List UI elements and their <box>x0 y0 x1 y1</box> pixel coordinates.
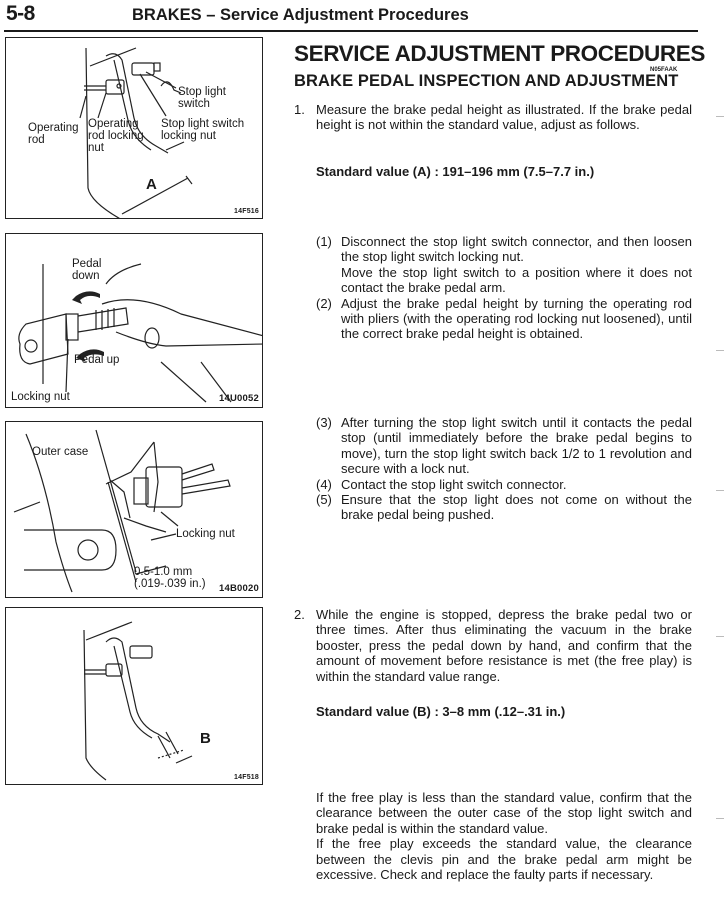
free-play-notes <box>316 790 692 882</box>
label-line: (.019-.039 in.) <box>134 578 206 590</box>
substep-2 <box>316 296 692 342</box>
margin-mark <box>716 636 724 637</box>
substep-text: After turning the stop light switch until it contacts the pedal stop (until immediately before the brake pedal begins to move), turn the stop light switch back 1/2 to 1 revolution and secure with a lock nut. <box>341 415 692 477</box>
note-exceeds-standard: If the free play exceeds the standard value, the clearance between the clevis pin and the brake pedal arm might be excessive. Check and replace the faulty parts if necessary. <box>316 836 692 883</box>
margin-mark <box>716 490 724 491</box>
pliers-illustration <box>6 234 262 407</box>
substep-number: (4) <box>316 476 332 492</box>
substep-number: (2) <box>316 295 332 311</box>
label-line: Stop light switch <box>161 118 245 130</box>
page-header <box>4 2 698 32</box>
subsection-title: BRAKE PEDAL INSPECTION AND ADJUSTMENT <box>294 72 679 90</box>
step-2 <box>294 607 692 684</box>
substeps-group-1 <box>316 234 692 342</box>
substep-4 <box>316 477 692 492</box>
section-code: N05FAAK <box>650 67 678 73</box>
label-clearance <box>134 566 206 590</box>
label-locking-nut: Locking nut <box>176 528 235 540</box>
free-play-illustration <box>6 608 262 784</box>
label-line: Stop light <box>178 86 226 98</box>
figure-id: 14U0052 <box>219 393 259 404</box>
label-line: down <box>72 270 100 282</box>
label-line: rod <box>28 134 45 146</box>
substep-number: (1) <box>316 234 332 249</box>
substep-number: (3) <box>316 415 332 430</box>
step-1 <box>294 102 692 133</box>
substep-5 <box>316 492 692 523</box>
substeps-group-2 <box>316 415 692 523</box>
label-line: Operating <box>28 122 79 134</box>
step-number: 2. <box>294 607 305 622</box>
figure-stop-light-clearance <box>5 421 263 598</box>
label-operating-rod <box>28 122 79 146</box>
standard-value-b: Standard value (B) : 3–8 mm (.12–.31 in.) <box>316 704 566 719</box>
figure-pliers-adjustment <box>5 233 263 408</box>
substep-3 <box>316 415 692 477</box>
substep-1 <box>316 234 692 296</box>
margin-mark <box>716 116 724 117</box>
substep-text: Contact the stop light switch connector. <box>341 476 567 492</box>
label-line: Pedal <box>72 258 102 270</box>
figure-pedal-height <box>5 37 263 219</box>
label-stop-light-switch-locking-nut <box>161 118 244 142</box>
margin-mark <box>716 818 724 819</box>
page-number: 5-8 <box>6 2 35 25</box>
substep-text: Disconnect the stop light switch connector, and then loosen the stop light switch locking nut. <box>341 234 692 265</box>
label-line: rod locking <box>88 130 144 142</box>
label-locking-nut: Locking nut <box>11 391 70 403</box>
margin-mark <box>716 350 724 351</box>
label-line: Operating <box>88 118 139 130</box>
dimension-a-label: A <box>146 176 157 193</box>
standard-value-a: Standard value (A) : 191–196 mm (7.5–7.7 in.) <box>316 164 595 179</box>
dimension-b-label: B <box>200 730 211 747</box>
figure-id: 14F516 <box>234 208 259 215</box>
step-text: While the engine is stopped, depress the brake pedal two or three times. After thus eliminating the vacuum in the brake booster, press the pedal down by hand, and confirm that the amount of movement before resistance is met (the free play) is within the standard value range. <box>316 607 692 684</box>
label-line: 0.5-1.0 mm <box>134 566 193 578</box>
substep-number: (5) <box>316 492 332 508</box>
running-title: BRAKES – Service Adjustment Procedures <box>132 6 469 24</box>
substep-text: Adjust the brake pedal height by turning the operating rod with pliers (with the operating rod locking nut loosened), until the correct brake pedal height is obtained. <box>341 295 692 342</box>
note-less-than-standard: If the free play is less than the standard value, confirm that the clearance between the outer case of the stop light switch and brake pedal is within the standard value. <box>316 790 692 836</box>
label-line: nut <box>88 142 104 154</box>
substep-text-continued: Move the stop light switch to a position where it does not contact the brake pedal arm. <box>341 264 692 296</box>
figure-id: 14F518 <box>234 774 259 781</box>
label-operating-rod-locking-nut <box>88 118 144 154</box>
label-outer-case: Outer case <box>32 446 89 458</box>
label-line: locking nut <box>161 130 216 142</box>
label-stop-light-switch <box>178 86 226 110</box>
label-pedal-down <box>72 258 101 282</box>
substep-text: Ensure that the stop light does not come on without the brake pedal being pushed. <box>341 492 692 523</box>
figure-id: 14B0020 <box>219 583 259 594</box>
figure-free-play <box>5 607 263 785</box>
step-text: Measure the brake pedal height as illustrated. If the brake pedal height is not within the standard value, adjust as follows. <box>316 102 692 133</box>
label-line: switch <box>178 98 210 110</box>
step-number: 1. <box>294 102 305 117</box>
section-title: SERVICE ADJUSTMENT PROCEDURES <box>294 41 705 66</box>
label-pedal-up: Pedal up <box>74 354 120 366</box>
